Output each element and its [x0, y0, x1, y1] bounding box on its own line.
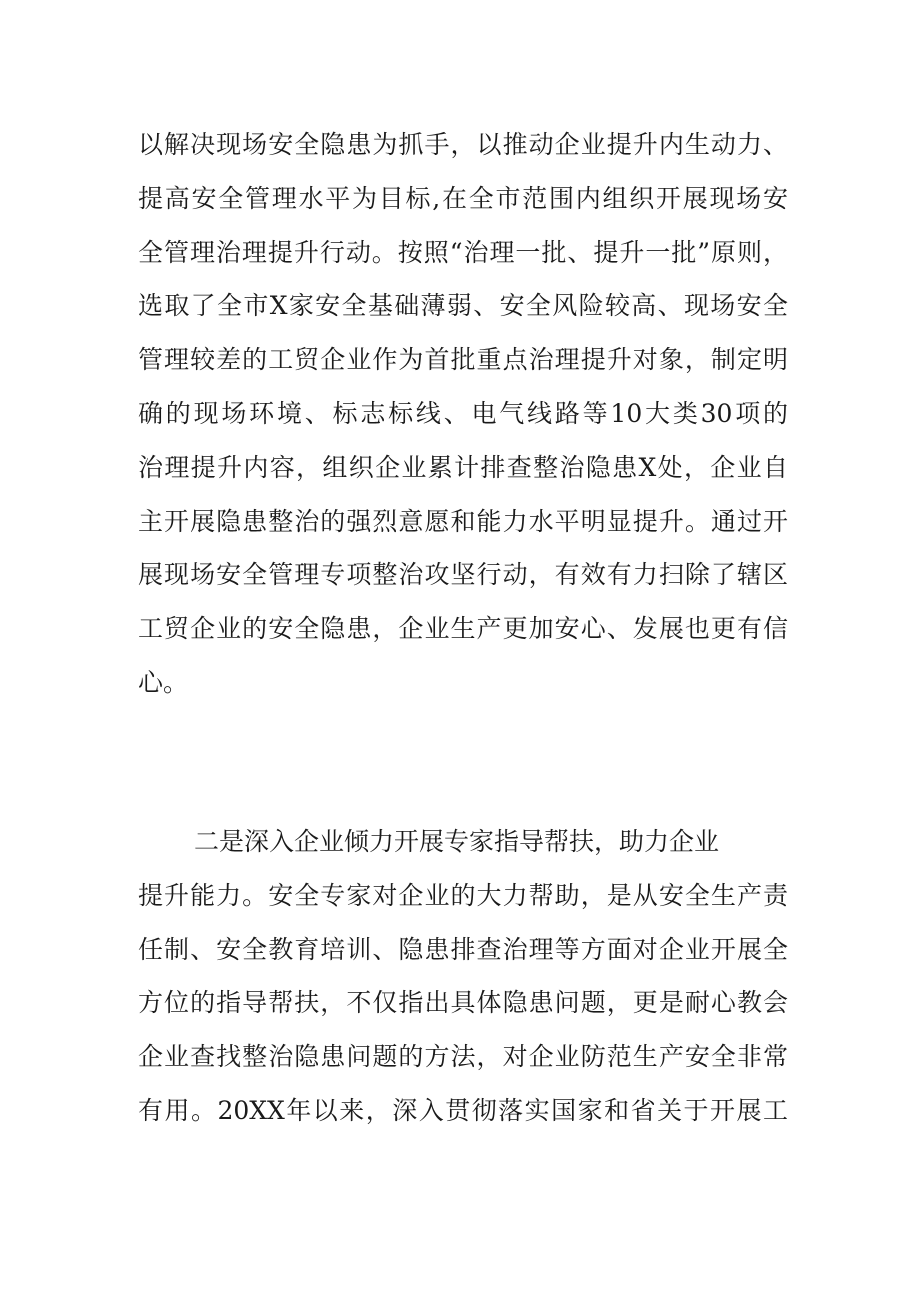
text-line: 企业查找整治隐患问题的方法，对企业防范生产安全非常 [138, 1042, 788, 1072]
text-line: 以解决现场安全隐患为抓手，以推动企业提升内生动力、 [138, 130, 788, 159]
text-line: 二是深入企业倾力开展专家指导帮扶，助力企业 [194, 827, 720, 856]
text-line: 提升能力。安全专家对企业的大力帮助，是从安全生产责 [138, 880, 788, 910]
text-line: 主开展隐患整治的强烈意愿和能力水平明显提升。通过开 [138, 506, 788, 536]
text-line: 全管理治理提升行动。按照“治理一批、提升一批”原则， [138, 237, 788, 267]
text-line: 工贸企业的安全隐患，企业生产更加安心、发展也更有信 [138, 614, 788, 644]
text-line: 展现场安全管理专项整治攻坚行动，有效有力扫除了辖区 [138, 560, 788, 590]
text-line: 有用。20XX年以来，深入贯彻落实国家和省关于开展工 [138, 1095, 788, 1125]
paragraph [138, 118, 788, 710]
text-line: 任制、安全教育培训、隐患排查治理等方面对企业开展全 [138, 934, 788, 964]
text-line: 方位的指导帮扶，不仅指出具体隐患问题，更是耐心教会 [138, 988, 788, 1018]
text-line: 选取了全市X家安全基础薄弱、安全风险较高、现场安全 [138, 291, 788, 321]
paragraph [138, 815, 788, 1138]
text-line: 管理较差的工贸企业作为首批重点治理提升对象，制定明 [138, 345, 788, 375]
text-line: 治理提升内容，组织企业累计排查整治隐患X处，企业自 [138, 452, 788, 482]
text-line: 提高安全管理水平为目标,在全市范围内组织开展现场安 [138, 183, 788, 213]
text-line: 确的现场环境、标志标线、电气线路等10大类30项的 [138, 398, 788, 428]
text-line: 心。 [138, 667, 189, 697]
